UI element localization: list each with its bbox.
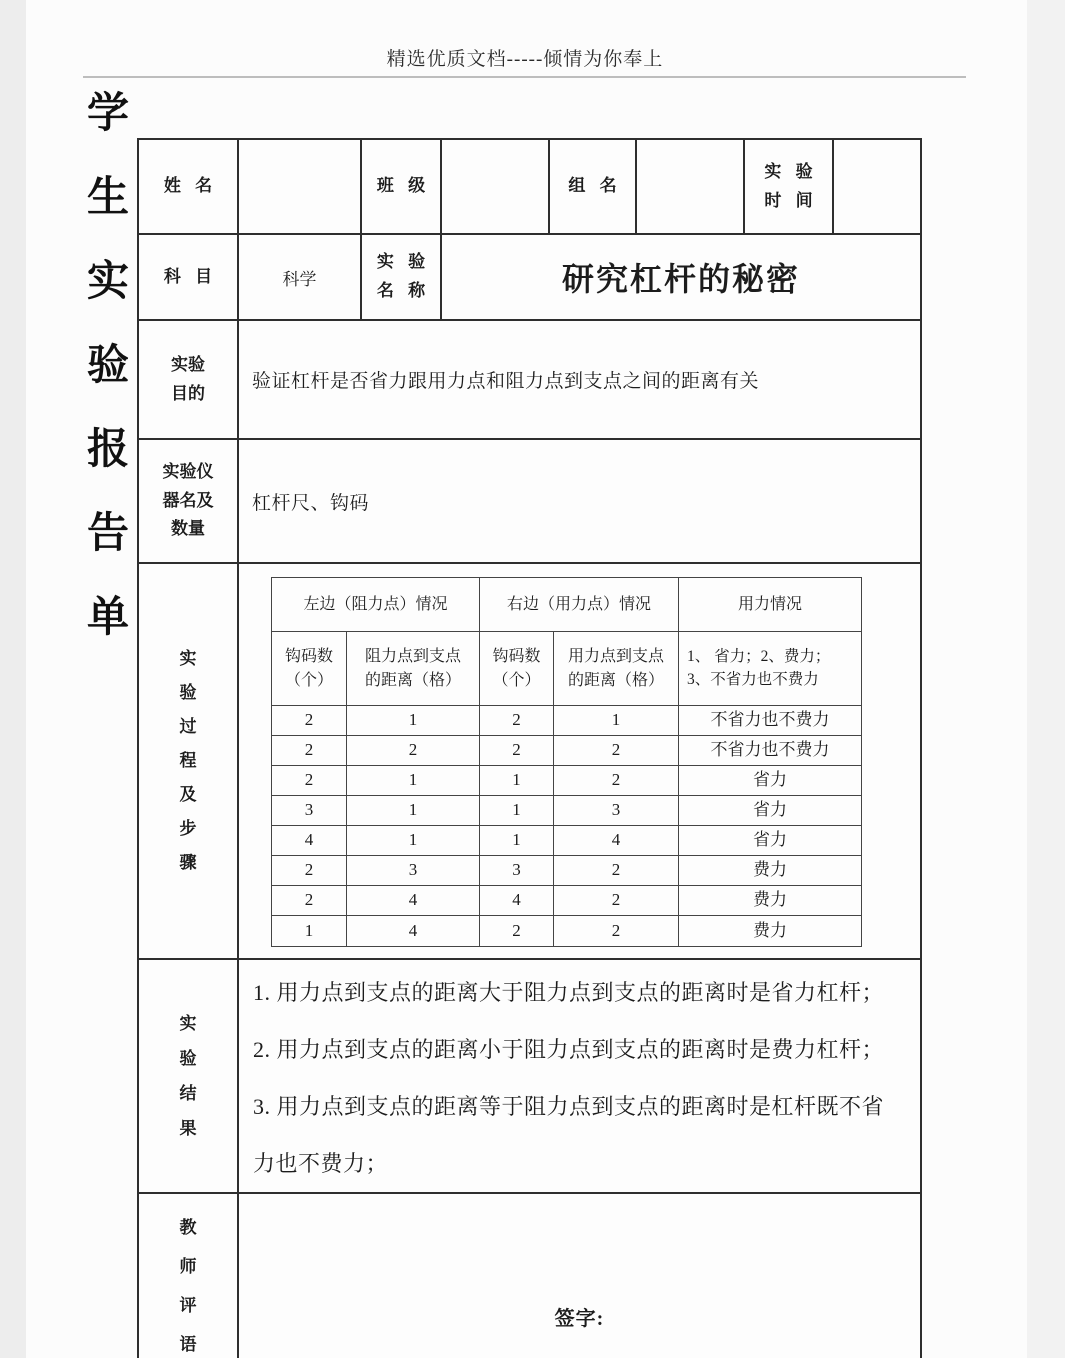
apparatus-row	[139, 440, 920, 564]
data-cell-r2-c5: 不省力也不费力	[679, 736, 861, 766]
data-cell-r8-c5: 费力	[753, 920, 787, 940]
results-label: 实 验 结 果	[139, 960, 239, 1192]
process-label: 实 验 过 程 及 步 骤	[139, 564, 239, 958]
col-header-right-hooks: 钩码数 （个）	[480, 632, 554, 706]
purpose-text: 验证杠杆是否省力跟用力点和阻力点到支点之间的距离有关	[252, 371, 760, 392]
data-cell-r3-c1: 2	[272, 766, 347, 796]
time-value-cell	[834, 140, 920, 233]
class-value-cell	[442, 140, 550, 233]
data-cell-r1-c1: 2	[272, 706, 347, 736]
data-cell-r8-c1: 1	[272, 916, 347, 946]
subject-label: 科 目	[139, 235, 239, 319]
report-vertical-title: 学 生 实 验 报 告 单	[86, 91, 129, 641]
data-cell-r3-c2: 1	[347, 766, 480, 796]
report-table	[137, 138, 922, 1358]
data-cell-r4-c1: 3	[272, 796, 347, 826]
subject-value: 科学	[239, 235, 362, 319]
data-cell-r8-c3: 2	[480, 916, 554, 946]
apparatus-label: 实验仪 器名及 数量	[139, 440, 239, 562]
process-content-cell	[239, 564, 920, 958]
data-cell-r7-c5: 费力	[679, 886, 861, 916]
name-value-cell	[239, 140, 362, 233]
result-item-2: 2. 用力点到支点的距离小于阻力点到支点的距离时是费力杠杆；	[253, 1037, 885, 1062]
experiment-data-table	[271, 577, 862, 947]
data-cell-r8-c2: 4	[347, 916, 480, 946]
purpose-row	[139, 321, 920, 440]
data-cell-r7-c3: 4	[480, 886, 554, 916]
col-header-left-hooks: 钩码数 （个）	[272, 632, 347, 706]
teacher-comment-cell	[239, 1194, 920, 1358]
data-cell-r6-c2: 3	[347, 856, 480, 886]
subject-row	[139, 235, 920, 321]
page-right-margin	[1027, 0, 1065, 1358]
data-cell-r3-c4: 2	[554, 766, 679, 796]
results-text	[239, 960, 920, 1192]
page-left-margin	[0, 0, 26, 1358]
data-cell-r5-c3: 1	[480, 826, 554, 856]
time-label: 实 验 时 间	[745, 140, 834, 233]
group-label: 组 名	[550, 140, 637, 233]
class-label: 班 级	[362, 140, 442, 233]
header-divider	[83, 76, 966, 78]
col-header-right-distance: 用力点到支点 的距离（格）	[554, 632, 679, 706]
info-row	[139, 140, 920, 235]
results-row	[139, 960, 920, 1194]
data-cell-r7-c4: 2	[554, 886, 679, 916]
data-cell-r6-c4: 2	[554, 856, 679, 886]
experiment-name-label: 实 验 名 称	[362, 235, 442, 319]
data-cell-r4-c2: 1	[347, 796, 480, 826]
data-cell-r7-c1: 2	[272, 886, 347, 916]
data-cell-r6-c1: 2	[272, 856, 347, 886]
data-cell-r2-c4: 2	[554, 736, 679, 766]
result-item-1: 1. 用力点到支点的距离大于阻力点到支点的距离时是省力杠杆；	[253, 980, 885, 1005]
data-cell-r2-c1: 2	[272, 736, 347, 766]
data-cell-r5-c5: 省力	[679, 826, 861, 856]
signature-label: 签字:	[554, 1308, 605, 1330]
data-cell-r1-c2: 1	[347, 706, 480, 736]
group-header-right: 右边（用力点）情况	[480, 578, 679, 632]
data-cell-r4-c5: 省力	[679, 796, 861, 826]
data-cell-r3-c3: 1	[480, 766, 554, 796]
data-cell-r1-c4: 1	[554, 706, 679, 736]
data-cell-r2-c3: 2	[480, 736, 554, 766]
data-cell-r4-c3: 1	[480, 796, 554, 826]
data-cell-r5-c1: 4	[272, 826, 347, 856]
group-value-cell	[637, 140, 745, 233]
data-cell-r6-c5: 费力	[679, 856, 861, 886]
data-cell-r4-c4: 3	[554, 796, 679, 826]
data-cell-r5-c4: 4	[554, 826, 679, 856]
group-header-left: 左边（阻力点）情况	[272, 578, 480, 632]
group-header-force: 用力情况	[679, 578, 861, 632]
result-item-3: 3. 用力点到支点的距离等于阻力点到支点的距离时是杠杆既不省力也不费力；	[253, 1094, 885, 1176]
doc-watermark-header: 精选优质文档-----倾情为你奉上	[386, 49, 664, 70]
data-cell-r2-c2: 2	[347, 736, 480, 766]
data-cell-r8-c4: 2	[554, 916, 679, 946]
name-label: 姓 名	[139, 140, 239, 233]
data-cell-r7-c2: 4	[347, 886, 480, 916]
col-header-left-distance: 阻力点到支点 的距离（格）	[347, 632, 480, 706]
data-cell-r3-c5: 省力	[679, 766, 861, 796]
process-row	[139, 564, 920, 960]
teacher-row	[139, 1194, 920, 1358]
purpose-label: 实验 目的	[139, 321, 239, 438]
apparatus-text: 杠杆尺、钩码	[252, 492, 370, 514]
col-header-force-key: 1、 省力；2、费力； 3、不省力也不费力	[679, 632, 861, 706]
data-cell-r6-c3: 3	[480, 856, 554, 886]
data-cell-r1-c5: 不省力也不费力	[679, 706, 861, 736]
data-cell-r5-c2: 1	[347, 826, 480, 856]
experiment-title: 研究杠杆的秘密	[561, 261, 800, 297]
data-cell-r1-c3: 2	[480, 706, 554, 736]
teacher-comment-label: 教 师 评 语	[139, 1194, 239, 1358]
